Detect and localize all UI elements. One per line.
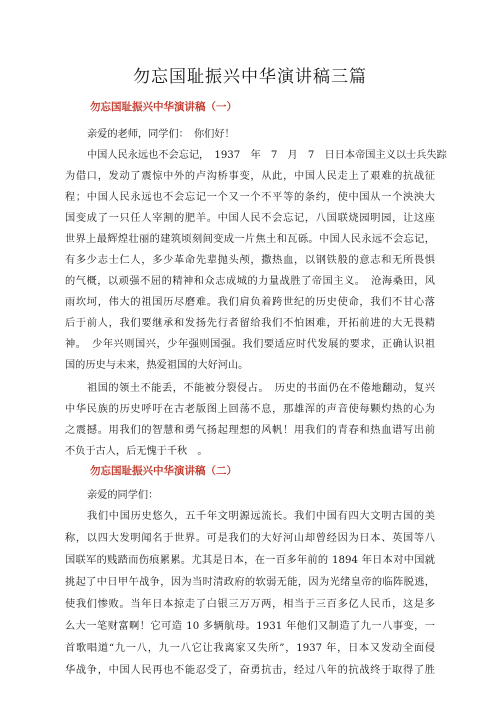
speech-1-heading: 勿忘国耻振兴中华演讲稿（一）	[90, 101, 237, 113]
speech-1-line: 有多少志士仁人，多少革命先辈抛头颅，撒热血，以钢铁般的意志和无所畏惧	[65, 255, 435, 266]
speech-2-line: 么大一笔财富啊！它可造 10 多辆航母。1931 年他们又制造了九一八事变，一	[65, 621, 435, 632]
speech-1-line: 的气概，以顽强不屈的精神和众志成城的力量战胜了帝国主义。 沧海桑田，风	[65, 276, 435, 287]
speech-2-line: 使我们惨败。当年日本掠走了白银三万万两，相当于三百多亿人民币，这是多	[65, 599, 435, 610]
speech-2-line: 称，以四大发明闻名于世界。可是我们的大好河山却曾经因为日本、英国等八	[65, 533, 435, 544]
speech-1-line: 国变成了一只任人宰割的肥羊。中国人民不会忘记，八国联烧园明园，让这座	[65, 213, 435, 224]
speech-1-line: 祖国的领土不能丢，不能被分裂侵占。 历史的书面仍在不倦地翻动，复兴	[87, 383, 435, 394]
speech-2-line: 国联军的贱踏而伤痕累累。尤其是日本，在一百多年前的 1894 年日本对中国就	[65, 555, 435, 566]
speech-1-line: 之震撼。用我们的智慧和勇气扬起理想的风帆！用我们的青春和热血谱写出前	[65, 425, 435, 436]
speech-2-greeting: 亲爱的同学们：	[87, 490, 159, 501]
speech-1-line: 神。 少年兴则国兴，少年强则国强。我们要适应时代发展的要求，正确认识祖	[65, 339, 435, 350]
speech-1-line: 为借口，发动了震惊中外的卢沟桥事变，从此，中国人民走上了艰难的抗战征	[65, 171, 435, 182]
speech-1-line: 世界上最辉煌壮丽的建筑顷刻间变成一片焦土和瓦砾。中国人民永远不会忘记，	[65, 234, 435, 245]
speech-2-line: 我们中国历史悠久，五千年文明源远流长。我们中国有四大文明古国的美	[87, 511, 435, 522]
speech-2-line: 挑起了中日甲午战争，因为当时清政府的软弱无能，因为光绪皇帝的临阵脱逃，	[65, 577, 435, 588]
speech-2-heading: 勿忘国耻振兴中华演讲稿（二）	[90, 465, 237, 477]
speech-1-line: 中国人民永远也不会忘记， 1937 年 7 月 7 日日本帝国主义以士兵失踪	[87, 150, 447, 161]
speech-1-line: 不负于古人，后无愧于千秋 。	[65, 446, 208, 457]
speech-1-line: 中华民族的历史呼吁在古老版图上回荡不息，那雄浑的声音使每颗灼热的心为	[65, 404, 435, 415]
document-title: 勿忘国耻振兴中华演讲稿三篇	[133, 67, 367, 87]
speech-2-line: 首歌唱道“九一八，九一八它让我离家又失所”，1937 年，日本又发动全面侵	[65, 643, 435, 654]
speech-1-greeting: 亲爱的老师，同学们： 你们好！	[87, 129, 235, 140]
speech-1-line: 国的历史与未来，热爱祖国的大好河山。	[65, 360, 249, 371]
speech-1-line: 后于前人，我们要继承和发扬先行者留给我们不怕困难，开拓前进的大无畏精	[65, 318, 435, 329]
speech-2-line: 华战争，中国人民再也不能忍受了，奋勇抗击，经过八年的抗战终于取得了胜	[65, 665, 435, 676]
speech-1-line: 程；中国人民永远也不会忘记一个又一个不平等的条约，使中国从一个泱泱大	[65, 192, 435, 203]
speech-1-line: 雨坎坷，伟大的祖国历尽磨难。我们肩负着跨世纪的历史使命，我们不甘心落	[65, 297, 435, 308]
